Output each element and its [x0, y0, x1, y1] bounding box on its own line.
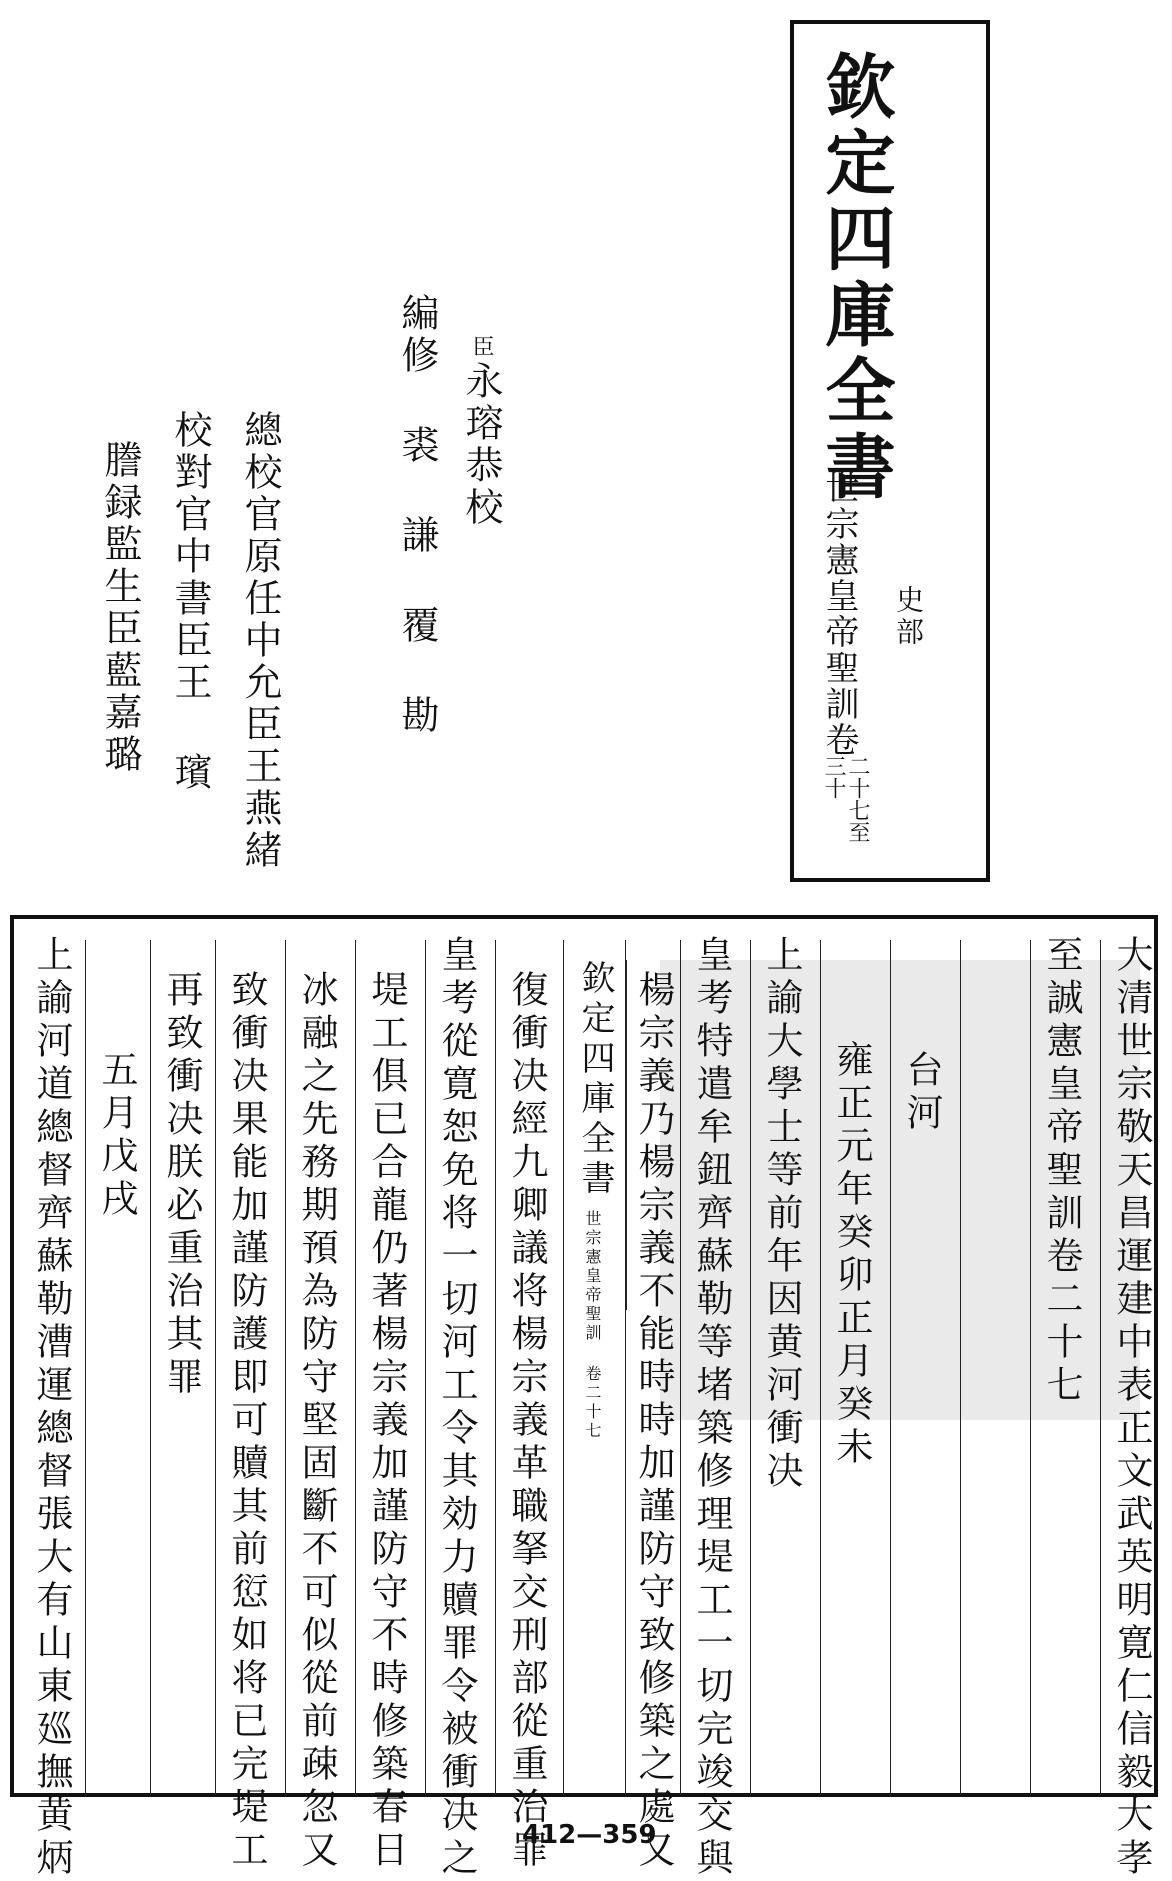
credit-editor-2-pre-text: 編: [395, 293, 439, 335]
book-title: 欽定四庫全書: [814, 50, 897, 506]
credit-editor-1: [459, 335, 503, 529]
text-column-3: 台河: [900, 1050, 943, 1136]
volume-title: 世宗憲皇帝聖訓卷: [819, 470, 859, 758]
credit-editor-2-name: 修 裘 謙 覆 勘: [395, 335, 439, 737]
column-divider: [425, 940, 426, 1795]
column-divider: [680, 940, 681, 1795]
text-column-11: 冰融之先務期預為防守堅固斷不可似從前疎忽又: [295, 970, 338, 1873]
text-column-13: 再致衝决朕必重治其罪: [160, 970, 203, 1400]
credit-proofreader: 校對官中書臣王 璸: [168, 410, 212, 794]
credit-chief-proofreader: 總校官原任中允臣王燕緒: [238, 410, 282, 872]
column-divider: [890, 940, 891, 1795]
text-column-6: 皇考特遣牟鈕齊蘇勒等堵築修理堤工一切完竣交與: [690, 935, 733, 1881]
column-divider: [355, 940, 356, 1795]
column-divider: [85, 940, 86, 1795]
credit-editor-1-title: 臣: [469, 335, 494, 361]
column-divider: [750, 940, 751, 1795]
category-label: 史部: [892, 585, 925, 649]
text-column-9: 皇考從寛恕免将一切河工令其効力贖罪令被衝决之: [435, 935, 478, 1881]
column-divider: [495, 940, 496, 1795]
column-divider: [1030, 940, 1031, 1795]
column-divider: [960, 940, 961, 1795]
text-column-2: 至誠憲皇帝聖訓卷二十七: [1040, 935, 1083, 1408]
mini-title-column: 欽定四庫全書: [575, 960, 615, 1200]
text-column-4: 雍正元年癸卯正月癸未: [830, 1040, 873, 1470]
credit-copyist: 謄録監生臣藍嘉璐: [98, 440, 142, 776]
text-column-14: 五月戊戌: [95, 1050, 138, 1222]
column-divider: [150, 940, 151, 1795]
credit-editor-2: [395, 335, 439, 737]
credit-editor-2-pre: [395, 293, 439, 335]
column-divider: [1100, 940, 1101, 1795]
page-number: 412—359: [522, 1820, 657, 1850]
column-divider: [285, 940, 286, 1795]
text-column-12: 致衝决果能加謹防護即可贖其前愆如将已完堤工: [225, 970, 268, 1873]
text-column-8: 復衝决經九卿議将楊宗義革職拏交刑部從重治罪: [505, 970, 548, 1873]
column-divider: [215, 940, 216, 1795]
text-column-10: 堤工俱已合龍仍著楊宗義加謹防守不時修築春日: [365, 970, 408, 1873]
text-column-15: 上諭河道總督齊蘇勒漕運總督張大有山東廵撫黄炳: [30, 935, 73, 1881]
volume-range-a: 二十七至: [845, 755, 870, 843]
text-column-7: 楊宗義乃楊宗義不能時時加謹防守致修築之處又: [632, 970, 675, 1873]
column-divider: [820, 940, 821, 1795]
volume-range-b: 三十: [821, 755, 846, 799]
text-column-1: 大清世宗敬天昌運建中表正文武英明寛仁信毅大孝: [1110, 935, 1153, 1881]
side-label-text: 世宗憲皇帝聖訓 卷二十七: [583, 1210, 602, 1441]
text-column-5: 上諭大學士等前年因黄河衝决: [760, 935, 803, 1494]
credit-editor-1-name: 永瑢恭校: [459, 361, 503, 529]
